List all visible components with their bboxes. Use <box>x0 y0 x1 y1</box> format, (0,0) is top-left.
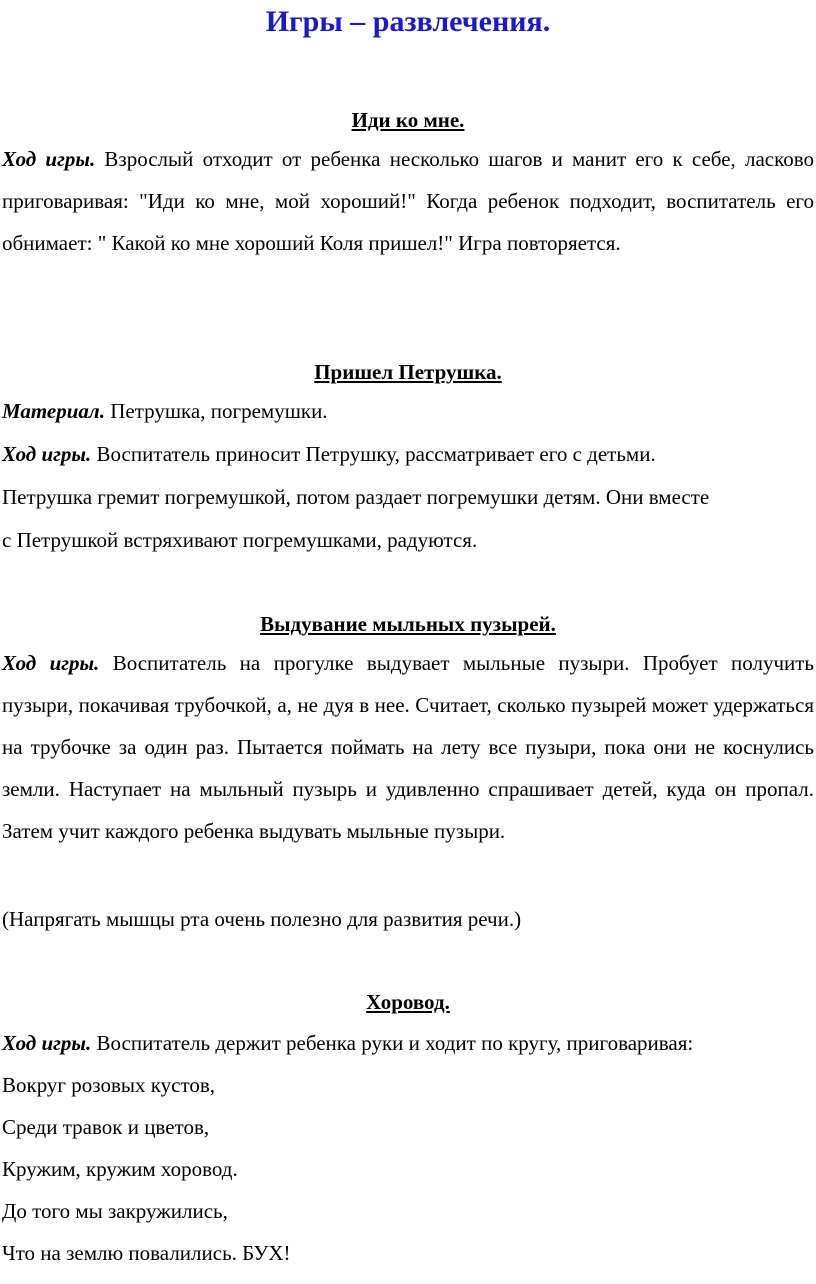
paragraph-lead: Ход игры. <box>2 442 92 466</box>
paragraph-lead: Ход игры. <box>2 1031 92 1055</box>
paragraph-text: Взрослый отходит от ребенка несколько шагов и манит его к себе, ласково приговаривая: "Иди ко мне, мой хороший!" Когда ребенок подходит, воспитатель его обнимает: " Какой ко мне хороший Коля пришел!" Игра повторяется. <box>2 147 815 255</box>
section-heading: Выдувание мыльных пузырей. <box>260 612 556 636</box>
paragraph <box>2 1029 814 1057</box>
verse-line: Вокруг розовых кустов, <box>2 1073 216 1097</box>
verse-line: Среди травок и цветов, <box>2 1115 210 1139</box>
paragraph-lead: Ход игры. <box>2 147 96 171</box>
paragraph-text: (Напрягать мышцы рта очень полезно для развития речи.) <box>2 907 522 931</box>
paragraph <box>2 642 814 852</box>
verse-line: Кружим, кружим хоровод. <box>2 1157 238 1181</box>
paragraph <box>2 397 814 425</box>
verse-line: Что на землю повалились. БУХ! <box>2 1241 291 1265</box>
paragraph-text: Петрушка гремит погремушкой, потом раздает погремушки детям. Они вместе <box>2 485 710 509</box>
paragraph <box>2 526 814 554</box>
verse-line: До того мы закружились, <box>2 1199 228 1223</box>
paragraph <box>2 483 814 511</box>
section-heading: Пришел Петрушка. <box>314 360 502 384</box>
paragraph <box>2 905 814 933</box>
paragraph-text: Воспитатель держит ребенка руки и ходит по кругу, приговаривая: <box>91 1031 694 1055</box>
paragraph-text: Воспитатель на прогулке выдувает мыльные пузыри. Пробует получить пузыри, покачивая трубочкой, а, не дуя в нее. Считает, сколько пузырей может удержаться на трубочке за один раз. Пытается поймать на лету все пузыри, пока они не коснулись земли. Наступает на мыльный пузырь и удивленно спрашивает детей, куда он пропал. Затем учит каждого ребенка выдувать мыльные пузыри. <box>2 651 814 843</box>
paragraph-text: с Петрушкой встряхивают погремушками, радуются. <box>2 528 478 552</box>
page-title: Игры – развлечения. <box>265 5 551 38</box>
paragraph-lead: Ход игры. <box>2 651 100 675</box>
paragraph <box>2 440 814 468</box>
paragraph <box>2 138 814 264</box>
paragraph-lead: Материал. <box>2 399 105 423</box>
paragraph-text: Петрушка, погремушки. <box>104 399 328 423</box>
section-heading: Хоровод. <box>366 990 450 1014</box>
paragraph-text: Воспитатель приносит Петрушку, рассматривает его с детьми. <box>91 442 656 466</box>
section-heading: Иди ко мне. <box>351 108 465 132</box>
